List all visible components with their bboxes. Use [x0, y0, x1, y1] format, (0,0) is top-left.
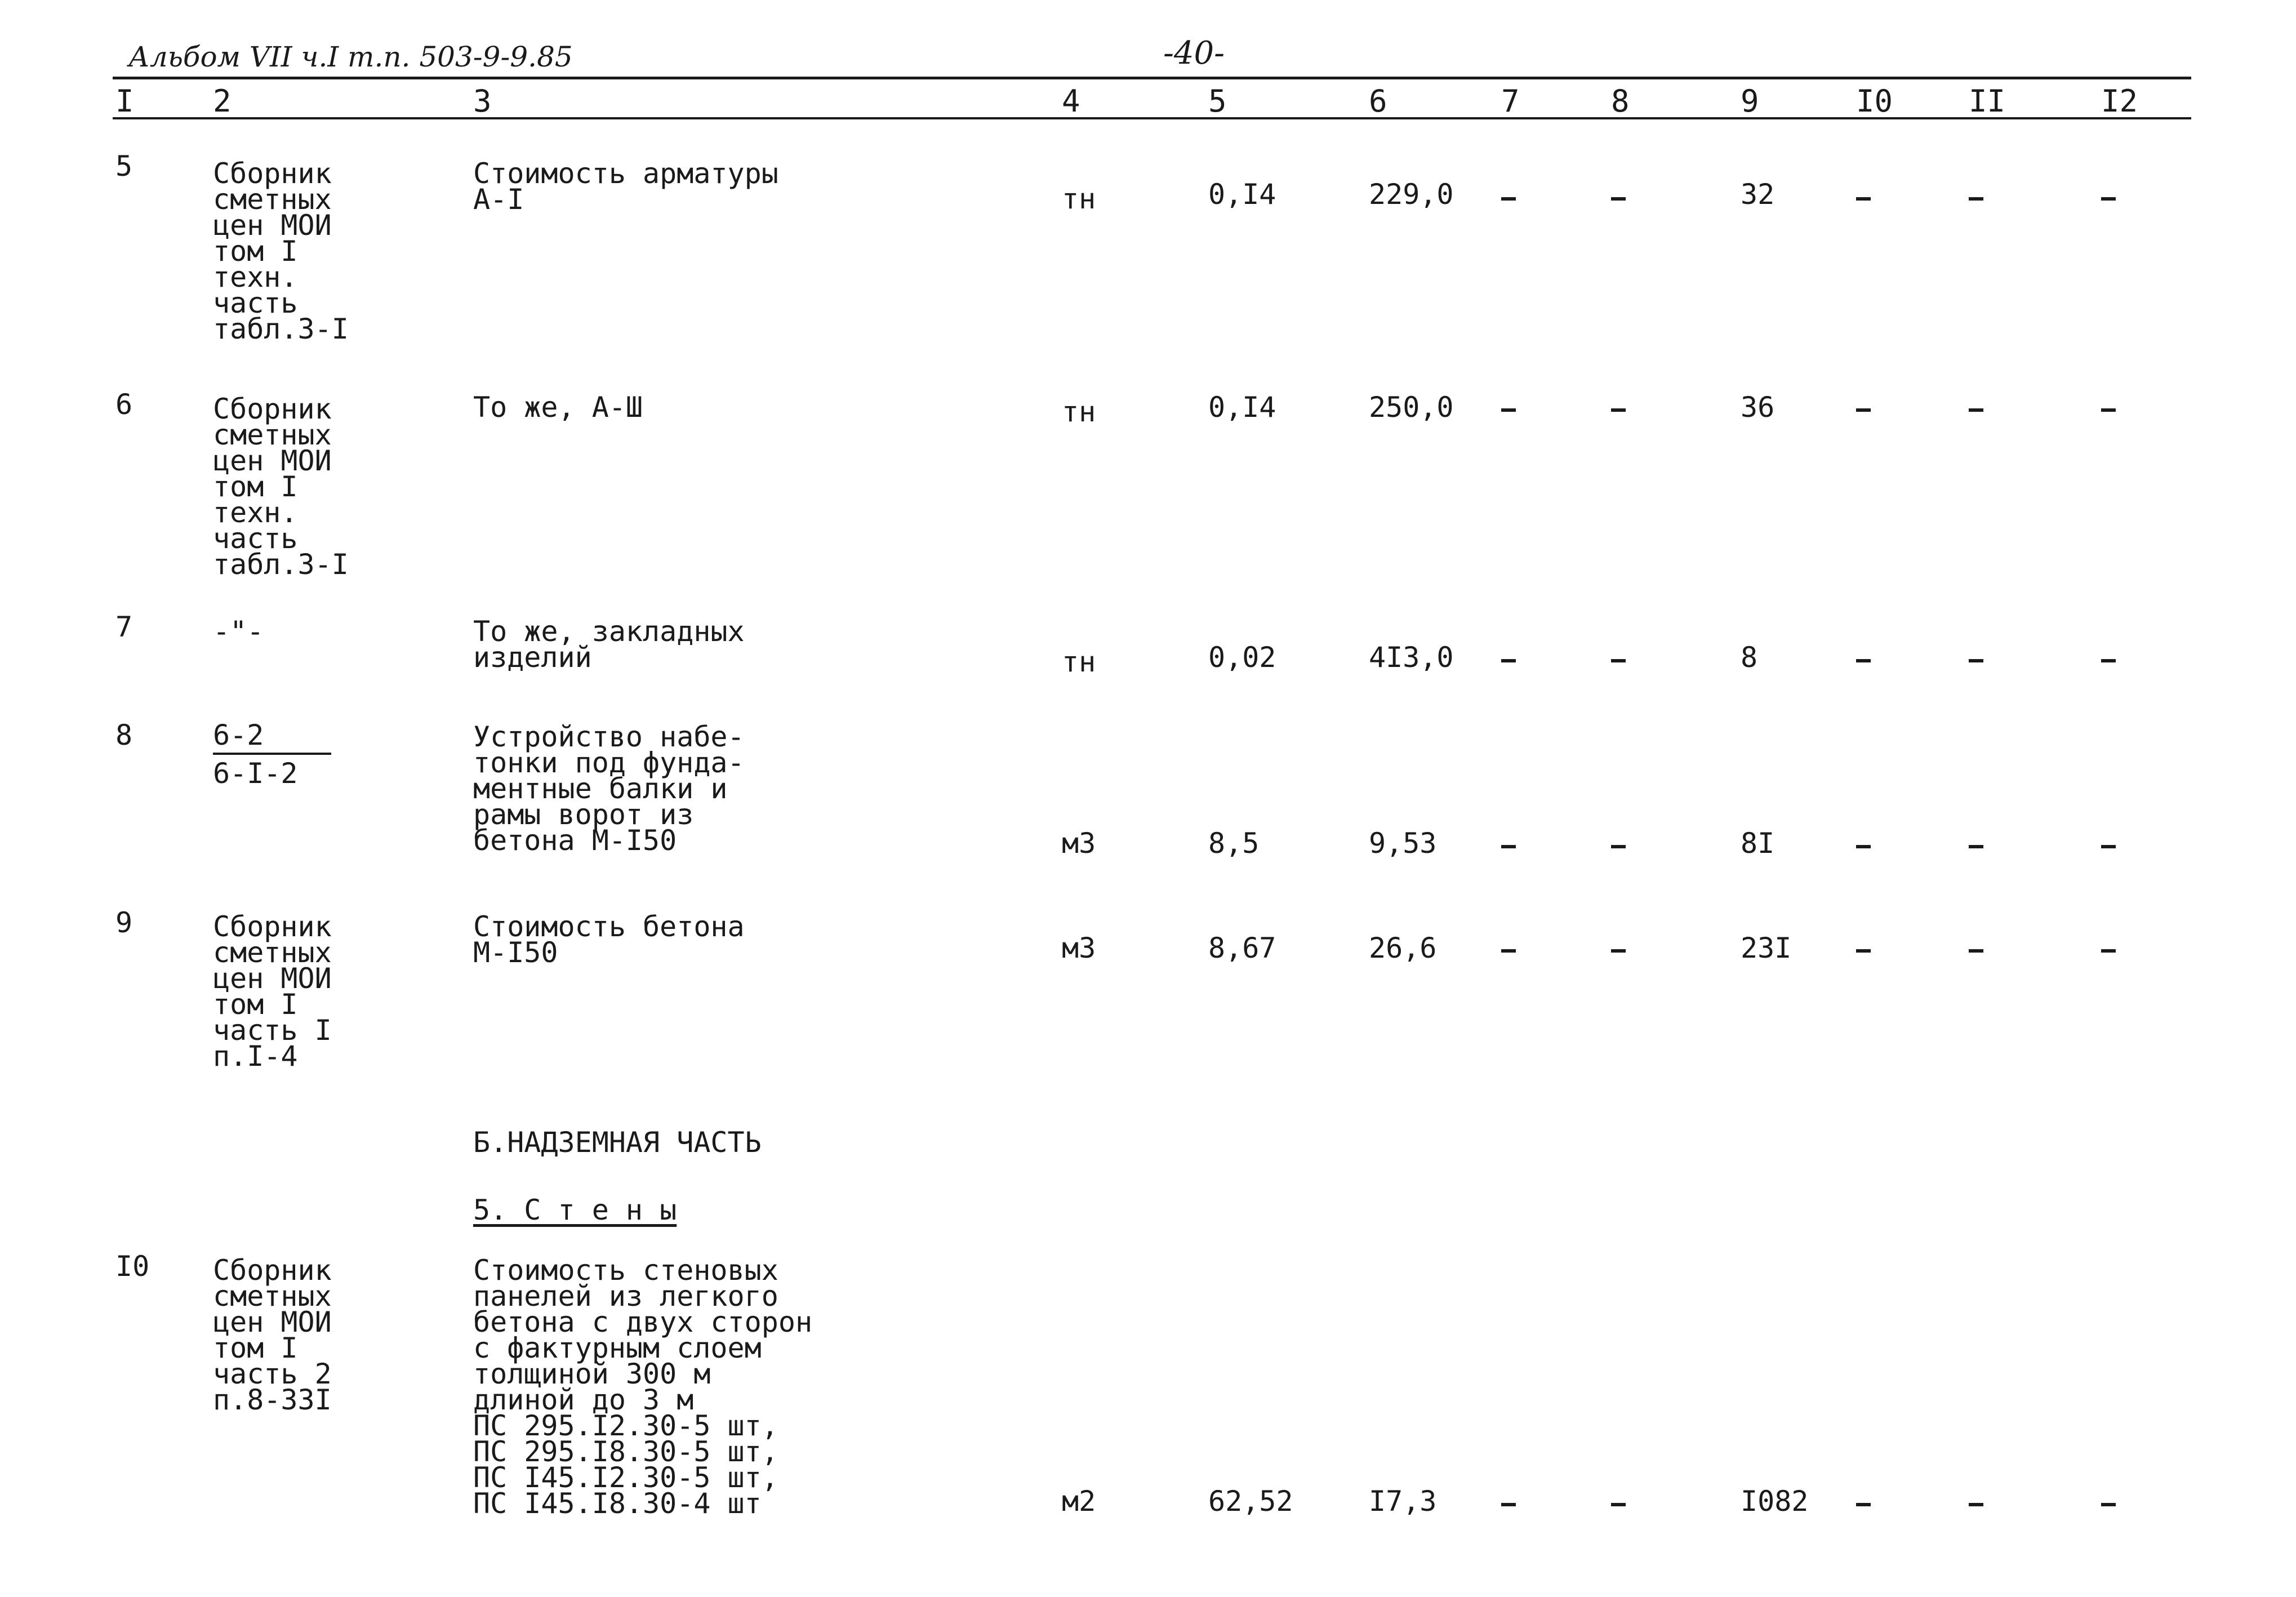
row5-description: Стоимость арматуры А-I: [473, 157, 778, 216]
col-header-12: I2: [2101, 83, 2138, 119]
row6-c8: [1611, 408, 1626, 412]
col-header-11: II: [1969, 83, 2006, 119]
row8-c12: [2101, 845, 2116, 848]
row7-c10: [1856, 659, 1871, 662]
row8-c8: [1611, 845, 1626, 848]
row10-price: I7,3: [1369, 1485, 1437, 1518]
row9-c10: [1856, 949, 1871, 953]
row7-number: 7: [115, 611, 133, 643]
row8-price: 9,53: [1369, 827, 1437, 860]
row10-c12: [2101, 1503, 2116, 1506]
row6-source: Сборник сметных цен МОИ том I техн. часть табл.3-I: [213, 393, 349, 581]
col-header-1: I: [115, 83, 134, 119]
row10-quantity: 62,52: [1208, 1485, 1293, 1518]
row7-c12: [2101, 659, 2116, 662]
row9-c8: [1611, 949, 1626, 953]
row6-c11: [1969, 408, 1983, 412]
row6-unit: тн: [1062, 395, 1096, 428]
row10-c7: [1501, 1503, 1516, 1506]
row5-unit: тн: [1062, 183, 1096, 215]
row9-total: 23I: [1741, 932, 1792, 964]
row7-total: 8: [1741, 641, 1758, 674]
row6-description: То же, А-Ш: [473, 391, 643, 424]
album-reference: Альбом VII ч.I т.п. 503-9-9.85: [128, 41, 573, 73]
row7-price: 4I3,0: [1369, 641, 1454, 674]
row9-price: 26,6: [1369, 932, 1437, 964]
row10-source: Сборник сметных цен МОИ том I часть 2 п.8-33I: [213, 1254, 332, 1416]
row7-c11: [1969, 659, 1983, 662]
row9-unit: м3: [1062, 932, 1096, 964]
row9-source: Сборник сметных цен МОИ том I часть I п.I-4: [213, 910, 332, 1073]
row7-c8: [1611, 659, 1626, 662]
row10-unit: м2: [1062, 1485, 1096, 1518]
row8-total: 8I: [1741, 827, 1775, 860]
row8-source-numerator: 6-2: [213, 719, 264, 751]
row6-number: 6: [115, 388, 133, 421]
row6-c7: [1501, 408, 1516, 412]
row6-c10: [1856, 408, 1871, 412]
row7-description: То же, закладных изделий: [473, 615, 745, 674]
row5-c8: [1611, 197, 1626, 201]
row8-source-denominator: 6-I-2: [213, 757, 298, 790]
row9-description: Стоимость бетона М-I50: [473, 910, 745, 969]
row5-c7: [1501, 197, 1516, 201]
col-header-7: 7: [1501, 83, 1520, 119]
row5-c10: [1856, 197, 1871, 201]
section-title: Б.НАДЗЕМНАЯ ЧАСТЬ: [473, 1126, 762, 1159]
row10-number: I0: [115, 1250, 150, 1283]
row5-quantity: 0,I4: [1208, 178, 1276, 211]
row6-total: 36: [1741, 391, 1775, 424]
row5-c12: [2101, 197, 2116, 201]
subsection-title: 5. С т е н ы: [473, 1194, 677, 1226]
col-header-8: 8: [1611, 83, 1630, 119]
row5-total: 32: [1741, 178, 1775, 211]
header-rule-top: [113, 77, 2191, 79]
col-header-10: I0: [1856, 83, 1893, 119]
row8-c7: [1501, 845, 1516, 848]
col-header-9: 9: [1741, 83, 1759, 119]
row5-price: 229,0: [1369, 178, 1454, 211]
row9-quantity: 8,67: [1208, 932, 1276, 964]
page-number: -40-: [1163, 35, 1225, 72]
row10-c8: [1611, 1503, 1626, 1506]
row6-quantity: 0,I4: [1208, 391, 1276, 424]
col-header-3: 3: [473, 83, 492, 119]
row8-quantity: 8,5: [1208, 827, 1260, 860]
row8-c11: [1969, 845, 1983, 848]
row7-source: -"-: [213, 615, 264, 648]
row9-c12: [2101, 949, 2116, 953]
row10-total: I082: [1741, 1485, 1809, 1518]
row8-c10: [1856, 845, 1871, 848]
row5-source: Сборник сметных цен МОИ том I техн. часть табл.3-I: [213, 157, 349, 345]
row8-source-fraction-line: [213, 753, 331, 755]
row9-c11: [1969, 949, 1983, 953]
row5-c11: [1969, 197, 1983, 201]
row8-number: 8: [115, 719, 133, 751]
row5-number: 5: [115, 150, 133, 183]
row8-description: Устройство набе- тонки под фунда- ментные балки и рамы ворот из бетона М-I50: [473, 720, 745, 857]
col-header-4: 4: [1062, 83, 1080, 119]
row10-description: Стоимость стеновых панелей из легкого бетона с двух сторон с фактурным слоем толщиной 300 м длиной до 3 м ПС 295.I2.30-5 шт, ПС 295.I8.30-5 шт, ПС I45.I2.30-5 шт, ПС I45.I8.30-4 шт: [473, 1254, 813, 1520]
row7-c7: [1501, 659, 1516, 662]
row7-quantity: 0,02: [1208, 641, 1276, 674]
col-header-5: 5: [1208, 83, 1227, 119]
row10-c10: [1856, 1503, 1871, 1506]
row10-c11: [1969, 1503, 1983, 1506]
col-header-2: 2: [213, 83, 232, 119]
row7-unit: тн: [1062, 646, 1096, 678]
row9-number: 9: [115, 906, 133, 939]
row6-c12: [2101, 408, 2116, 412]
col-header-6: 6: [1369, 83, 1387, 119]
row9-c7: [1501, 949, 1516, 953]
row6-price: 250,0: [1369, 391, 1454, 424]
row8-unit: м3: [1062, 827, 1096, 860]
